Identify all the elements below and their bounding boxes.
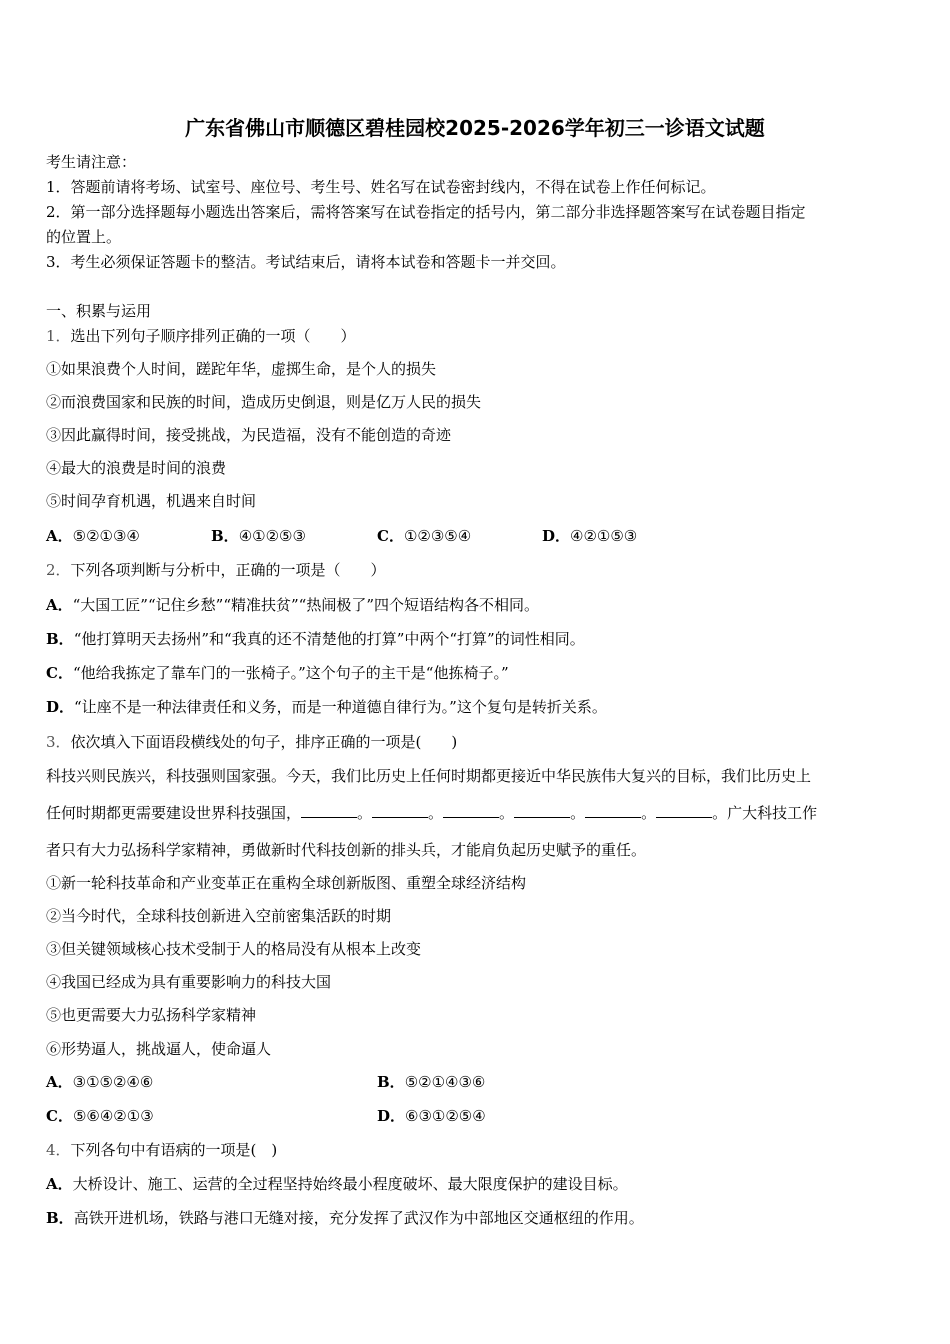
- question-4-stem: [46, 1140, 277, 1160]
- question-3-stem: [46, 732, 457, 752]
- option-a[interactable]: A．“大国工匠”“记住乡愁”“精准扶贫”“热闹极了”四个短语结构各不相同。: [46, 596, 539, 614]
- question-text: 下列各项判断与分析中，正确的一项是（ ）: [70, 561, 386, 579]
- option-a[interactable]: A．⑤②①③④: [46, 527, 140, 545]
- page-title: 广东省佛山市顺德区碧桂园校2025-2026学年初三一诊语文试题: [185, 116, 765, 140]
- sentence-item: ④我国已经成为具有重要影响力的科技大国: [46, 973, 332, 991]
- sentence-item: ③但关键领域核心技术受制于人的格局没有从根本上改变: [46, 940, 422, 958]
- option-b[interactable]: B．高铁开进机场，铁路与港口无缝对接，充分发挥了武汉作为中部地区交通枢纽的作用。: [46, 1209, 644, 1227]
- answer-blank[interactable]: [514, 803, 570, 818]
- sentence-item: ⑥形势逼人，挑战逼人，使命逼人: [46, 1040, 272, 1058]
- option-d[interactable]: D．“让座不是一种法律责任和义务，而是一种道德自律行为。”这个复句是转折关系。: [46, 698, 607, 716]
- notice-item: 的位置上。: [46, 228, 122, 246]
- option-b[interactable]: B．⑤②①④③⑥: [377, 1073, 486, 1091]
- sentence-item: ②当今时代，全球科技创新进入空前密集活跃的时期: [46, 907, 392, 925]
- option-d[interactable]: D．⑥③①②⑤④: [377, 1107, 486, 1125]
- paragraph-line: 者只有大力弘扬科学家精神，勇做新时代科技创新的排头兵，才能肩负起历史赋予的重任。: [46, 841, 647, 859]
- question-number: 2．: [46, 561, 71, 579]
- option-a[interactable]: A．③①⑤②④⑥: [46, 1073, 154, 1091]
- question-text: 下列各句中有语病的一项是( ): [70, 1141, 278, 1159]
- sentence-item: ④最大的浪费是时间的浪费: [46, 459, 227, 477]
- option-c[interactable]: C．⑤⑥④②①③: [46, 1107, 154, 1125]
- notice-item: 1．答题前请将考场、试室号、座位号、考生号、姓名写在试卷密封线内，不得在试卷上作任何标记。: [46, 178, 716, 196]
- section-heading: 一、积累与运用: [46, 302, 152, 320]
- sentence-item: ⑤也更需要大力弘扬科学家精神: [46, 1006, 257, 1024]
- answer-blank[interactable]: [443, 803, 499, 818]
- sentence-item: ③因此赢得时间，接受挑战，为民造福，没有不能创造的奇迹: [46, 426, 452, 444]
- question-text: 选出下列句子顺序排列正确的一项（ ）: [70, 327, 356, 345]
- question-2-stem: [46, 560, 386, 580]
- option-b[interactable]: B．“他打算明天去扬州”和“我真的还不清楚他的打算”中两个“打算”的词性相同。: [46, 630, 585, 648]
- sentence-item: ②而浪费国家和民族的时间，造成历史倒退，则是亿万人民的损失: [46, 393, 482, 411]
- question-1-stem: [46, 326, 356, 346]
- question-number: 3．: [46, 733, 71, 751]
- notice-item: 3．考生必须保证答题卡的整洁。考试结束后，请将本试卷和答题卡一并交回。: [46, 253, 566, 271]
- option-d[interactable]: D．④②①⑤③: [542, 527, 638, 545]
- answer-blank[interactable]: [585, 803, 641, 818]
- notice-heading: 考生请注意：: [46, 153, 137, 171]
- question-text: 依次填入下面语段横线处的句子，排序正确的一项是( ): [70, 733, 458, 751]
- notice-item: 2．第一部分选择题每小题选出答案后，需将答案写在试卷指定的括号内，第二部分非选择题答案写在试卷题目指定: [46, 203, 806, 221]
- option-b[interactable]: B．④①②⑤③: [211, 527, 306, 545]
- paragraph-line-with-blanks: 任何时期都更需要建设世界科技强国， 。 。 。 。 。 。广大科技工作: [46, 804, 818, 822]
- answer-blank[interactable]: [656, 803, 712, 818]
- option-a[interactable]: A．大桥设计、施工、运营的全过程坚持始终最小程度破坏、最大限度保护的建设目标。: [46, 1175, 628, 1193]
- paragraph-line: 科技兴则民族兴，科技强则国家强。今天，我们比历史上任何时期都更接近中华民族伟大复兴的目标，我们比历史上: [46, 767, 812, 785]
- question-number: 4．: [46, 1141, 71, 1159]
- option-c[interactable]: C．“他给我拣定了靠车门的一张椅子。”这个句子的主干是“他拣椅子。”: [46, 664, 509, 682]
- sentence-item: ⑤时间孕育机遇，机遇来自时间: [46, 492, 257, 510]
- answer-blank[interactable]: [301, 803, 357, 818]
- answer-blank[interactable]: [372, 803, 428, 818]
- option-c[interactable]: C．①②③⑤④: [377, 527, 472, 545]
- sentence-item: ①如果浪费个人时间，蹉跎年华，虚掷生命，是个人的损失: [46, 360, 437, 378]
- sentence-item: ①新一轮科技革命和产业变革正在重构全球创新版图、重塑全球经济结构: [46, 874, 527, 892]
- question-number: 1．: [46, 327, 71, 345]
